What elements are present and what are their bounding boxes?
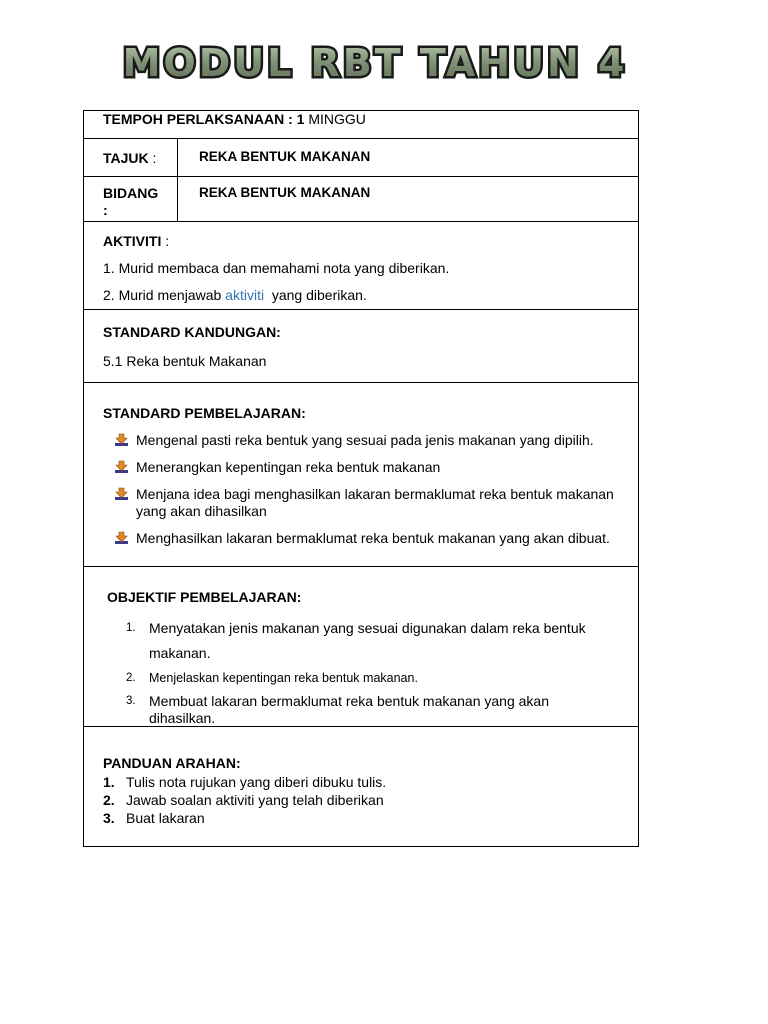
list-item	[112, 486, 632, 520]
aktiviti-section	[84, 222, 638, 310]
list-item	[112, 432, 632, 449]
arrow-bullet-icon	[115, 532, 128, 545]
list-number: 1.	[126, 622, 136, 634]
bidang-row	[84, 177, 638, 222]
objektif-section	[84, 567, 638, 727]
objektif-list	[126, 616, 606, 727]
list-item-text: Tulis nota rujukan yang diberi dibuku tulis.	[126, 774, 387, 790]
list-item	[112, 459, 632, 476]
list-item-text: Membuat lakaran bermaklumat reka bentuk makanan yang akan dihasilkan.	[149, 693, 549, 726]
aktiviti-item-2-tail: yang diberikan.	[264, 287, 367, 303]
tempoh-label: TEMPOH PERLAKSANAAN : 1	[103, 111, 305, 127]
list-number: 2.	[103, 792, 115, 808]
standard-kandungan-label: STANDARD KANDUNGAN:	[103, 324, 281, 340]
list-item-text: Menjelaskan kepentingan reka bentuk makanan.	[149, 671, 418, 685]
arrow-bullet-icon	[115, 488, 128, 501]
list-item-text: Menyatakan jenis makanan yang sesuai digunakan dalam reka bentuk makanan.	[149, 620, 586, 661]
tajuk-row	[84, 139, 638, 177]
aktiviti-item-2	[103, 287, 367, 303]
standard-pembelajaran-list	[112, 432, 632, 557]
list-number: 2.	[126, 672, 136, 684]
bidang-value: REKA BENTUK MAKANAN	[199, 185, 371, 200]
aktiviti-link[interactable]: aktiviti	[225, 287, 265, 303]
aktiviti-item-1: 1. Murid membaca dan memahami nota yang diberikan.	[103, 260, 450, 276]
list-item	[103, 791, 386, 809]
list-item-text: Buat lakaran	[126, 810, 205, 826]
list-item	[126, 616, 606, 666]
arrow-bullet-icon	[115, 461, 128, 474]
list-item-text: Menghasilkan lakaran bermaklumat reka bentuk makanan yang akan dibuat.	[136, 530, 610, 546]
aktiviti-label: AKTIVITI	[103, 233, 162, 249]
list-item-text: Menjana idea bagi menghasilkan lakaran bermaklumat reka bentuk makanan yang akan dihasilkan	[136, 486, 614, 519]
arrow-bullet-icon	[115, 434, 128, 447]
banner-text: MODUL RBT TAHUN 4	[122, 41, 628, 85]
tajuk-value: REKA BENTUK MAKANAN	[199, 149, 371, 164]
standard-pembelajaran-label: STANDARD PEMBELAJARAN:	[103, 405, 306, 421]
panduan-label: PANDUAN ARAHAN:	[103, 755, 241, 771]
list-item	[126, 693, 606, 727]
tempoh-row	[84, 111, 638, 139]
aktiviti-item-2-text: 2. Murid menjawab	[103, 287, 226, 303]
panduan-list	[103, 773, 386, 827]
list-item-text: Menerangkan kepentingan reka bentuk makanan	[136, 459, 441, 475]
panduan-section	[84, 727, 638, 846]
list-number: 3.	[126, 695, 136, 707]
list-item	[112, 530, 632, 547]
list-number: 3.	[103, 810, 115, 826]
list-item	[103, 773, 386, 791]
list-item	[103, 809, 386, 827]
bidang-colon: :	[103, 202, 108, 218]
tajuk-label: TAJUK	[103, 150, 149, 166]
standard-kandungan-section	[84, 310, 638, 383]
standard-kandungan-value: 5.1 Reka bentuk Makanan	[103, 353, 267, 369]
tajuk-colon: :	[148, 150, 157, 166]
module-title-banner	[122, 38, 628, 90]
objektif-label: OBJEKTIF PEMBELAJARAN:	[107, 589, 302, 605]
list-number: 1.	[103, 774, 115, 790]
standard-pembelajaran-section	[84, 383, 638, 567]
list-item-text: Mengenal pasti reka bentuk yang sesuai pada jenis makanan yang dipilih.	[136, 432, 594, 448]
tempoh-unit: MINGGU	[308, 111, 366, 127]
list-item-text: Jawab soalan aktiviti yang telah diberikan	[126, 792, 384, 808]
lesson-plan-table	[83, 110, 639, 847]
banner-wordart	[122, 38, 628, 90]
aktiviti-colon: :	[161, 233, 170, 249]
list-item	[126, 670, 606, 687]
bidang-label: BIDANG	[103, 185, 159, 201]
